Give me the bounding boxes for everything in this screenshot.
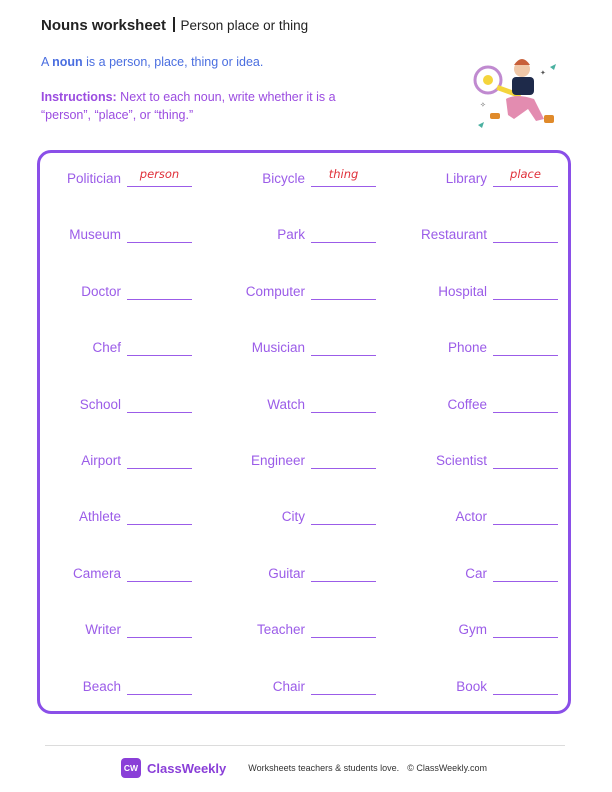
copyright: © ClassWeekly.com [407,763,488,773]
answer-blank[interactable] [311,337,376,356]
noun-item [273,675,376,695]
svg-text:✦: ✦ [540,70,546,77]
answer-blank[interactable] [311,281,376,300]
answer-blank[interactable] [311,563,376,582]
noun-item [447,393,558,413]
instructions [41,88,371,124]
noun-word: Coffee [447,396,487,412]
tagline: Worksheets teachers & students love. [248,763,400,773]
noun-item [436,449,558,469]
answer-text: place [510,167,541,181]
answer-text: thing [328,167,359,181]
answer-blank[interactable] [493,563,558,582]
noun-word: Book [456,678,487,694]
definition-prefix: A [41,55,53,69]
answer-blank[interactable] [493,168,558,187]
answer-blank[interactable] [311,168,376,187]
noun-item [92,336,192,356]
noun-item [262,167,376,187]
answer-blank[interactable] [127,450,192,469]
answer-blank[interactable] [311,676,376,695]
noun-item [268,562,376,582]
noun-item [69,223,192,243]
instructions-label: Instructions: [41,90,117,104]
noun-word: Writer [85,622,121,638]
noun-word: Park [277,227,305,243]
answer-blank[interactable] [493,224,558,243]
noun-word: Politician [66,171,121,186]
answer-blank[interactable] [127,337,192,356]
noun-item [81,449,192,469]
noun-item [282,505,376,525]
noun-word: Camera [72,565,121,581]
answer-blank[interactable] [127,619,192,638]
noun-word: Library [445,171,487,186]
noun-grid-box [37,150,571,714]
noun-word: Museum [69,227,121,243]
noun-word: Engineer [250,453,305,468]
noun-item [459,618,559,638]
answer-blank[interactable] [127,563,192,582]
title-subtitle: Person place or thing [180,18,309,33]
answer-blank[interactable] [311,619,376,638]
noun-word: Doctor [81,283,121,299]
noun-word: Computer [245,283,305,299]
noun-word: Car [465,565,487,581]
noun-word: Beach [82,678,121,694]
title-divider [173,17,175,32]
noun-item [83,675,192,695]
definition-rest: is a person, place, thing or idea. [82,55,264,69]
answer-blank[interactable] [127,281,192,300]
noun-word: Scientist [435,453,487,468]
noun-word: Restaurant [420,227,487,243]
noun-item [73,562,192,582]
noun-word: Bicycle [262,171,305,186]
answer-blank[interactable] [493,337,558,356]
answer-blank[interactable] [127,676,192,695]
answer-blank[interactable] [311,394,376,413]
noun-word: Gym [458,622,487,638]
noun-item [438,280,558,300]
noun-item [446,167,558,187]
noun-word: Musician [251,340,305,356]
answer-blank[interactable] [493,506,558,525]
noun-item [81,280,192,300]
noun-grid [40,153,568,711]
noun-word: Hospital [438,283,487,299]
worksheet-title [41,17,308,34]
footer-divider [45,745,565,746]
noun-item [277,223,376,243]
noun-item [257,618,376,638]
noun-item [252,336,376,356]
noun-item [456,675,558,695]
answer-blank[interactable] [127,168,192,187]
instructions-text: Next to each noun, write whether it is a “person”, “place”, or “thing.” [41,90,336,122]
noun-word: School [79,396,121,412]
noun-word: Teacher [256,622,305,638]
noun-word: Actor [455,509,487,525]
noun-word: Airport [81,453,121,468]
noun-word: Phone [447,340,487,356]
noun-item [465,562,558,582]
noun-definition [41,55,263,69]
noun-word: Chair [272,678,305,694]
answer-blank[interactable] [311,224,376,243]
noun-item [455,505,558,525]
noun-item [79,505,192,525]
noun-word: Guitar [268,565,305,581]
svg-text:✧: ✧ [480,102,486,109]
noun-word: Chef [92,340,121,356]
noun-item [85,618,192,638]
answer-blank[interactable] [493,450,558,469]
definition-term: noun [52,55,83,69]
noun-word: Athlete [78,509,121,525]
noun-item [251,449,376,469]
answer-blank[interactable] [127,224,192,243]
answer-blank[interactable] [493,619,558,638]
classweekly-logo-icon: CW [121,758,141,778]
noun-item [421,223,558,243]
title-main: Nouns worksheet [41,17,167,34]
noun-item [67,167,192,187]
footer [121,757,487,779]
noun-item [448,336,558,356]
answer-blank[interactable] [311,450,376,469]
illustration-person-magnifier-icon [470,55,565,140]
noun-item [246,280,376,300]
noun-item [267,393,376,413]
noun-item [80,393,192,413]
brand-name: ClassWeekly [147,760,227,776]
answer-blank[interactable] [127,394,192,413]
noun-word: Watch [267,396,305,412]
answer-blank[interactable] [127,506,192,525]
answer-blank[interactable] [493,676,558,695]
answer-blank[interactable] [493,394,558,413]
noun-word: City [281,509,305,525]
answer-blank[interactable] [311,506,376,525]
answer-text: person [139,167,180,181]
answer-blank[interactable] [493,281,558,300]
